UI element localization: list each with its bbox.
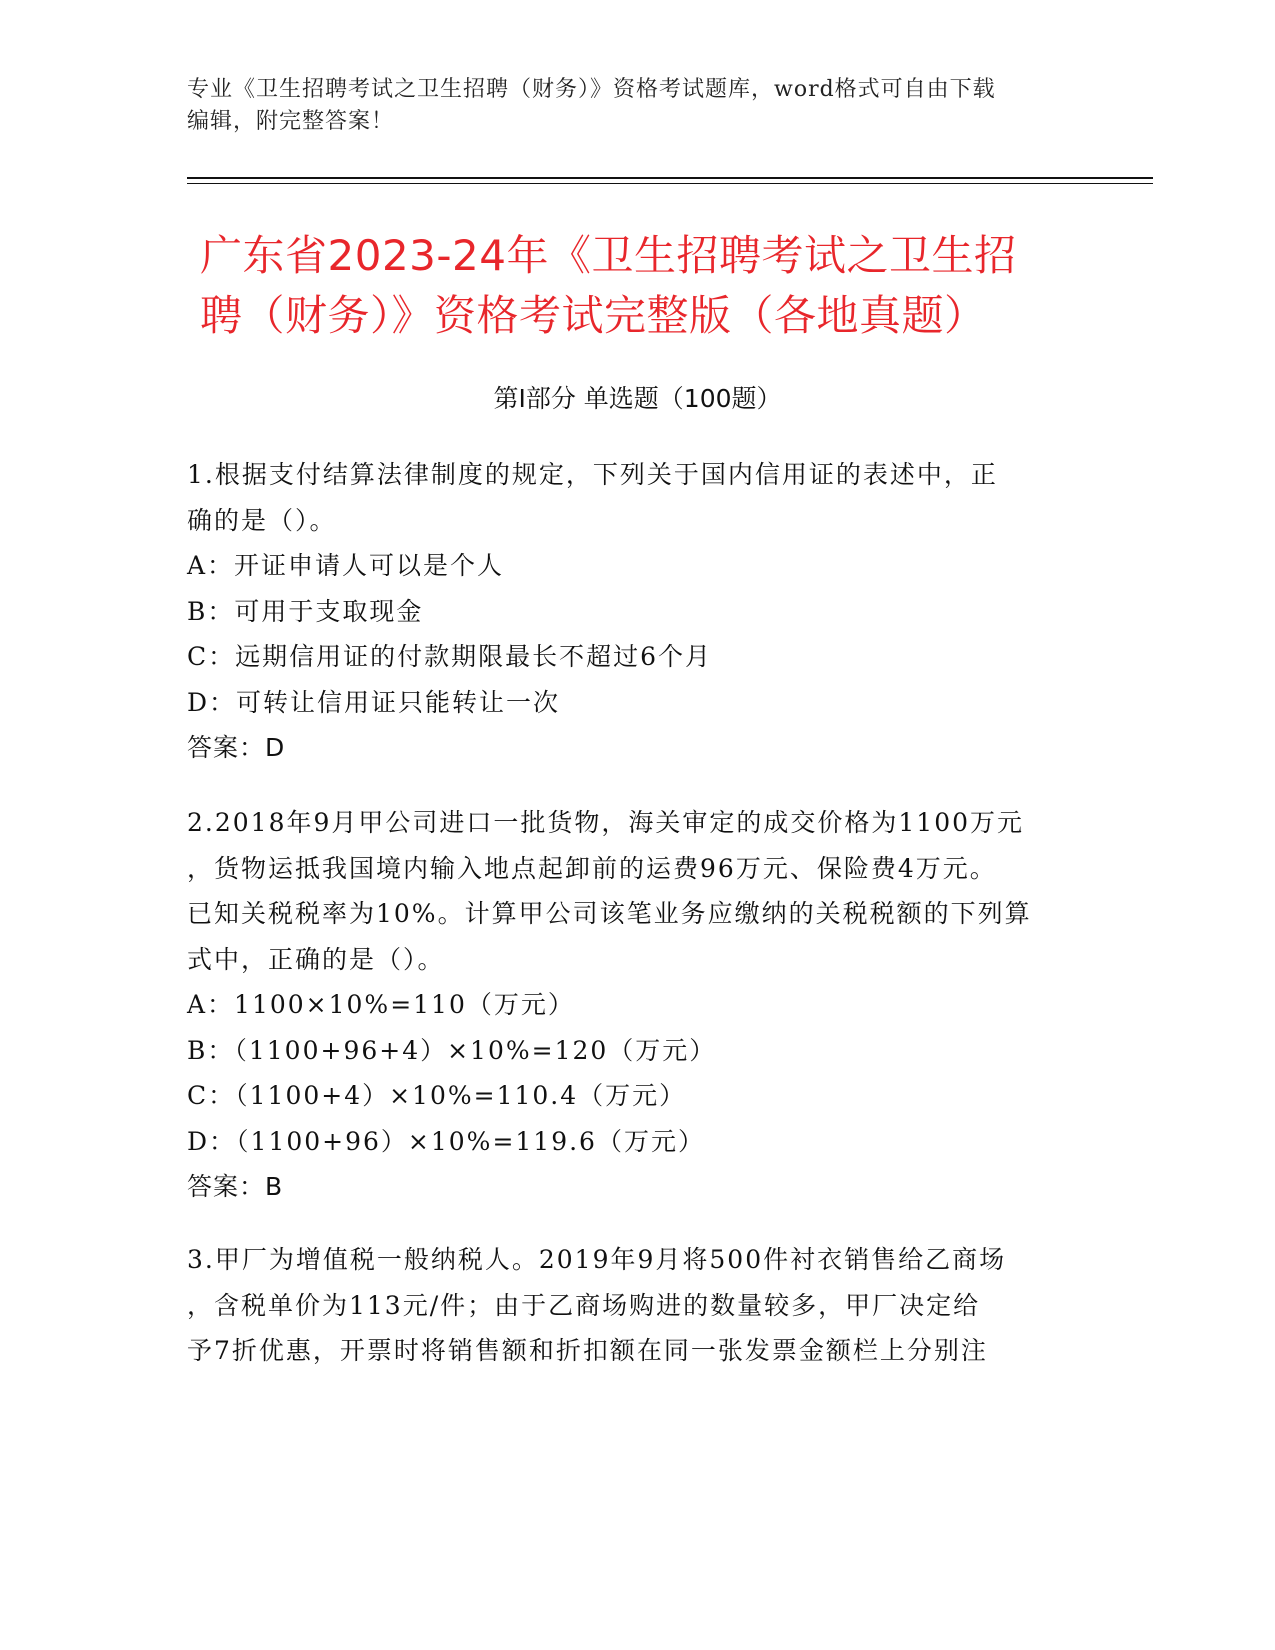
- question-3-stem-line-2: ，含税单价为113元/件；由于乙商场购进的数量较多，甲厂决定给: [187, 1290, 981, 1320]
- question-1-stem-line-1: 1.根据支付结算法律制度的规定，下列关于国内信用证的表述中，正: [187, 460, 998, 489]
- question-2-option-a: A：1100×10%=110（万元）: [187, 990, 575, 1019]
- question-1-option-c: C：远期信用证的付款期限最长不超过6个月: [187, 642, 713, 671]
- question-3: [187, 1237, 1077, 1374]
- question-1-answer: 答案：D: [187, 733, 286, 762]
- question-2-answer: 答案：B: [187, 1172, 284, 1201]
- header-note-line-1: 专业《卫生招聘考试之卫生招聘（财务）》资格考试题库，word格式可自由下载: [187, 77, 996, 102]
- question-2-stem-line-2: ，货物运抵我国境内输入地点起卸前的运费96万元、保险费4万元。: [187, 853, 997, 883]
- question-1-stem-line-2: 确的是（）。: [187, 505, 337, 535]
- question-2-option-c: C：（1100+4）×10%=110.4（万元）: [187, 1081, 687, 1110]
- header-rule-thick: [187, 177, 1153, 179]
- question-2-stem-line-1: 2.2018年9月甲公司进口一批货物，海关审定的成交价格为1100万元: [187, 808, 1025, 837]
- question-3-stem-line-1: 3.甲厂为增值税一般纳税人。2019年9月将500件衬衣销售给乙商场: [187, 1245, 1007, 1274]
- question-2: [187, 800, 1077, 1210]
- section-heading: 第Ⅰ部分 单选题（100题）: [493, 384, 782, 413]
- question-1-option-d: D：可转让信用证只能转让一次: [187, 687, 561, 717]
- question-2-stem-line-3: 已知关税税率为10%。计算甲公司该笔业务应缴纳的关税税额的下列算: [187, 899, 1032, 928]
- header-note: [187, 74, 1067, 138]
- document-title-line-2: 聘（财务）》资格考试完整版（各地真题）: [200, 291, 987, 340]
- question-2-option-d: D：（1100+96）×10%=119.6（万元）: [187, 1126, 705, 1156]
- document-title-line-1: 广东省2023-24年《卫生招聘考试之卫生招: [200, 231, 1017, 280]
- question-1: [187, 452, 1077, 771]
- question-1-option-b: B：可用于支取现金: [187, 596, 424, 626]
- question-3-stem-line-3: 予7折优惠，开票时将销售额和折扣额在同一张发票金额栏上分别注: [187, 1336, 988, 1365]
- question-2-option-b: B：（1100+96+4）×10%=120（万元）: [187, 1035, 717, 1065]
- header-rule-thin: [187, 183, 1153, 184]
- document-title: [200, 226, 1100, 346]
- header-note-line-2: 编辑，附完整答案！: [187, 109, 395, 134]
- question-1-option-a: A：开证申请人可以是个人: [187, 551, 505, 580]
- question-2-stem-line-4: 式中，正确的是（）。: [187, 944, 445, 974]
